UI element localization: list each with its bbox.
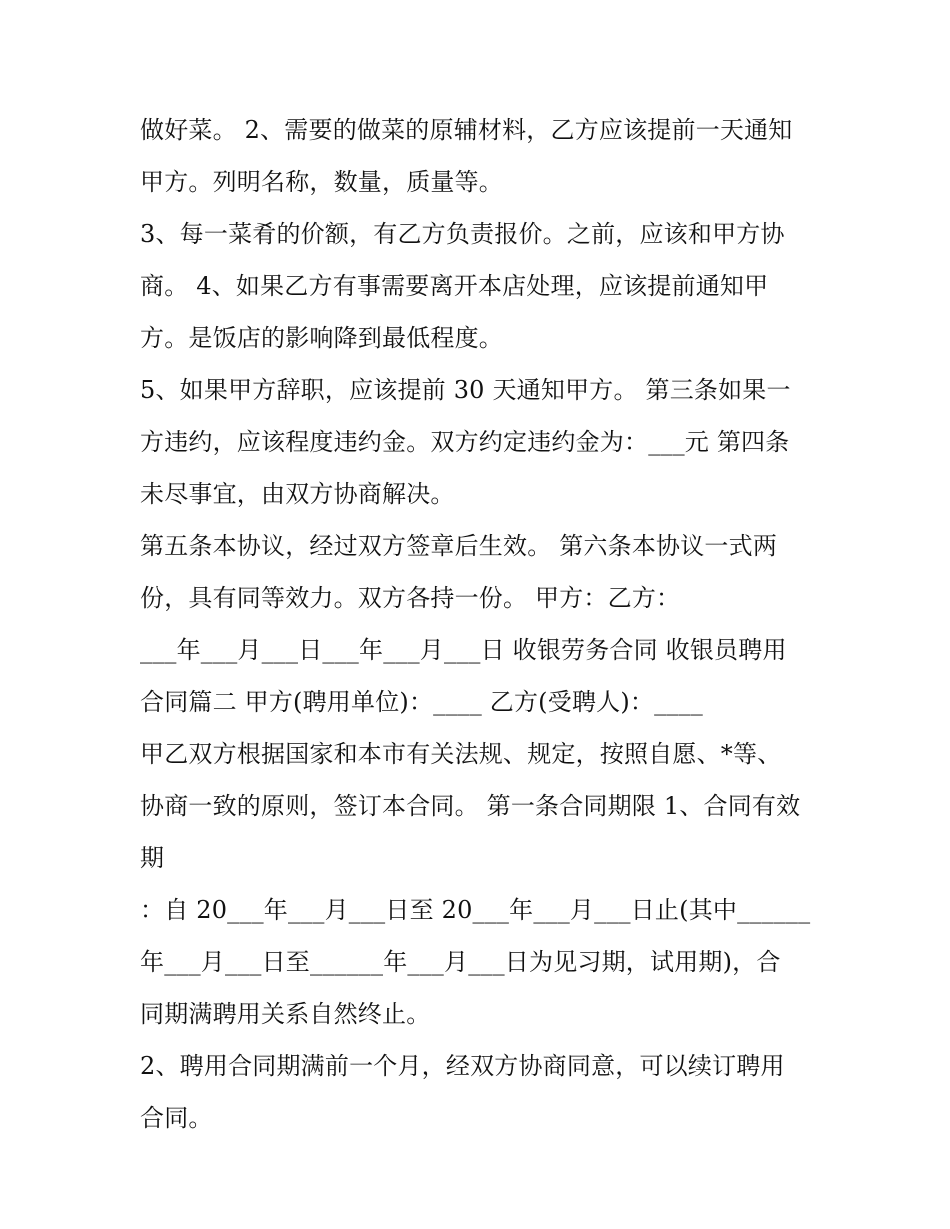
text-line: 协商一致的原则，签订本合同。 第一条合同期限 1、合同有效 xyxy=(140,792,801,820)
text-line: 第五条本协议，经过双方签章后生效。 第六条本协议一式两 xyxy=(140,532,778,560)
text-line: ___年___月___日___年___月___日 收银劳务合同 收银员聘用 xyxy=(140,636,787,664)
text-line: 合同。 xyxy=(140,1104,213,1132)
text-line: 合同篇二 甲方(聘用单位)：____ 乙方(受聘人)：____ xyxy=(140,688,703,716)
text-line: 方违约，应该程度违约金。双方约定违约金为：___元 第四条 xyxy=(140,428,790,456)
text-line: ：自 20___年___月___日至 20___年___月___日止(其中______ xyxy=(140,896,811,924)
text-line: 未尽事宜，由双方协商解决。 xyxy=(140,480,455,508)
contract-text xyxy=(140,104,820,1144)
text-line: 份，具有同等效力。双方各持一份。 甲方：乙方： xyxy=(140,584,681,612)
text-line: 方。是饭店的影响降到最低程度。 xyxy=(140,324,503,352)
text-line: 期 xyxy=(140,844,165,872)
text-line: 年___月___日至______年___月___日为见习期，试用期)，合 xyxy=(140,948,781,976)
text-line: 做好菜。 2、需要的做菜的原辅材料，乙方应该提前一天通知 xyxy=(140,116,793,144)
text-line: 同期满聘用关系自然终止。 xyxy=(140,1000,431,1028)
text-line: 商。 4、如果乙方有事需要离开本店处理，应该提前通知甲 xyxy=(140,272,769,300)
text-line: 5、如果甲方辞职，应该提前 30 天通知甲方。 第三条如果一 xyxy=(140,376,791,404)
text-line: 甲方。列明名称，数量，质量等。 xyxy=(140,168,503,196)
text-line: 2、聘用合同期满前一个月，经双方协商同意，可以续订聘用 xyxy=(140,1052,785,1080)
text-line: 3、每一菜肴的价额，有乙方负责报价。之前，应该和甲方协 xyxy=(140,220,785,248)
text-line: 甲乙双方根据国家和本市有关法规、规定，按照自愿、*等、 xyxy=(140,740,782,768)
